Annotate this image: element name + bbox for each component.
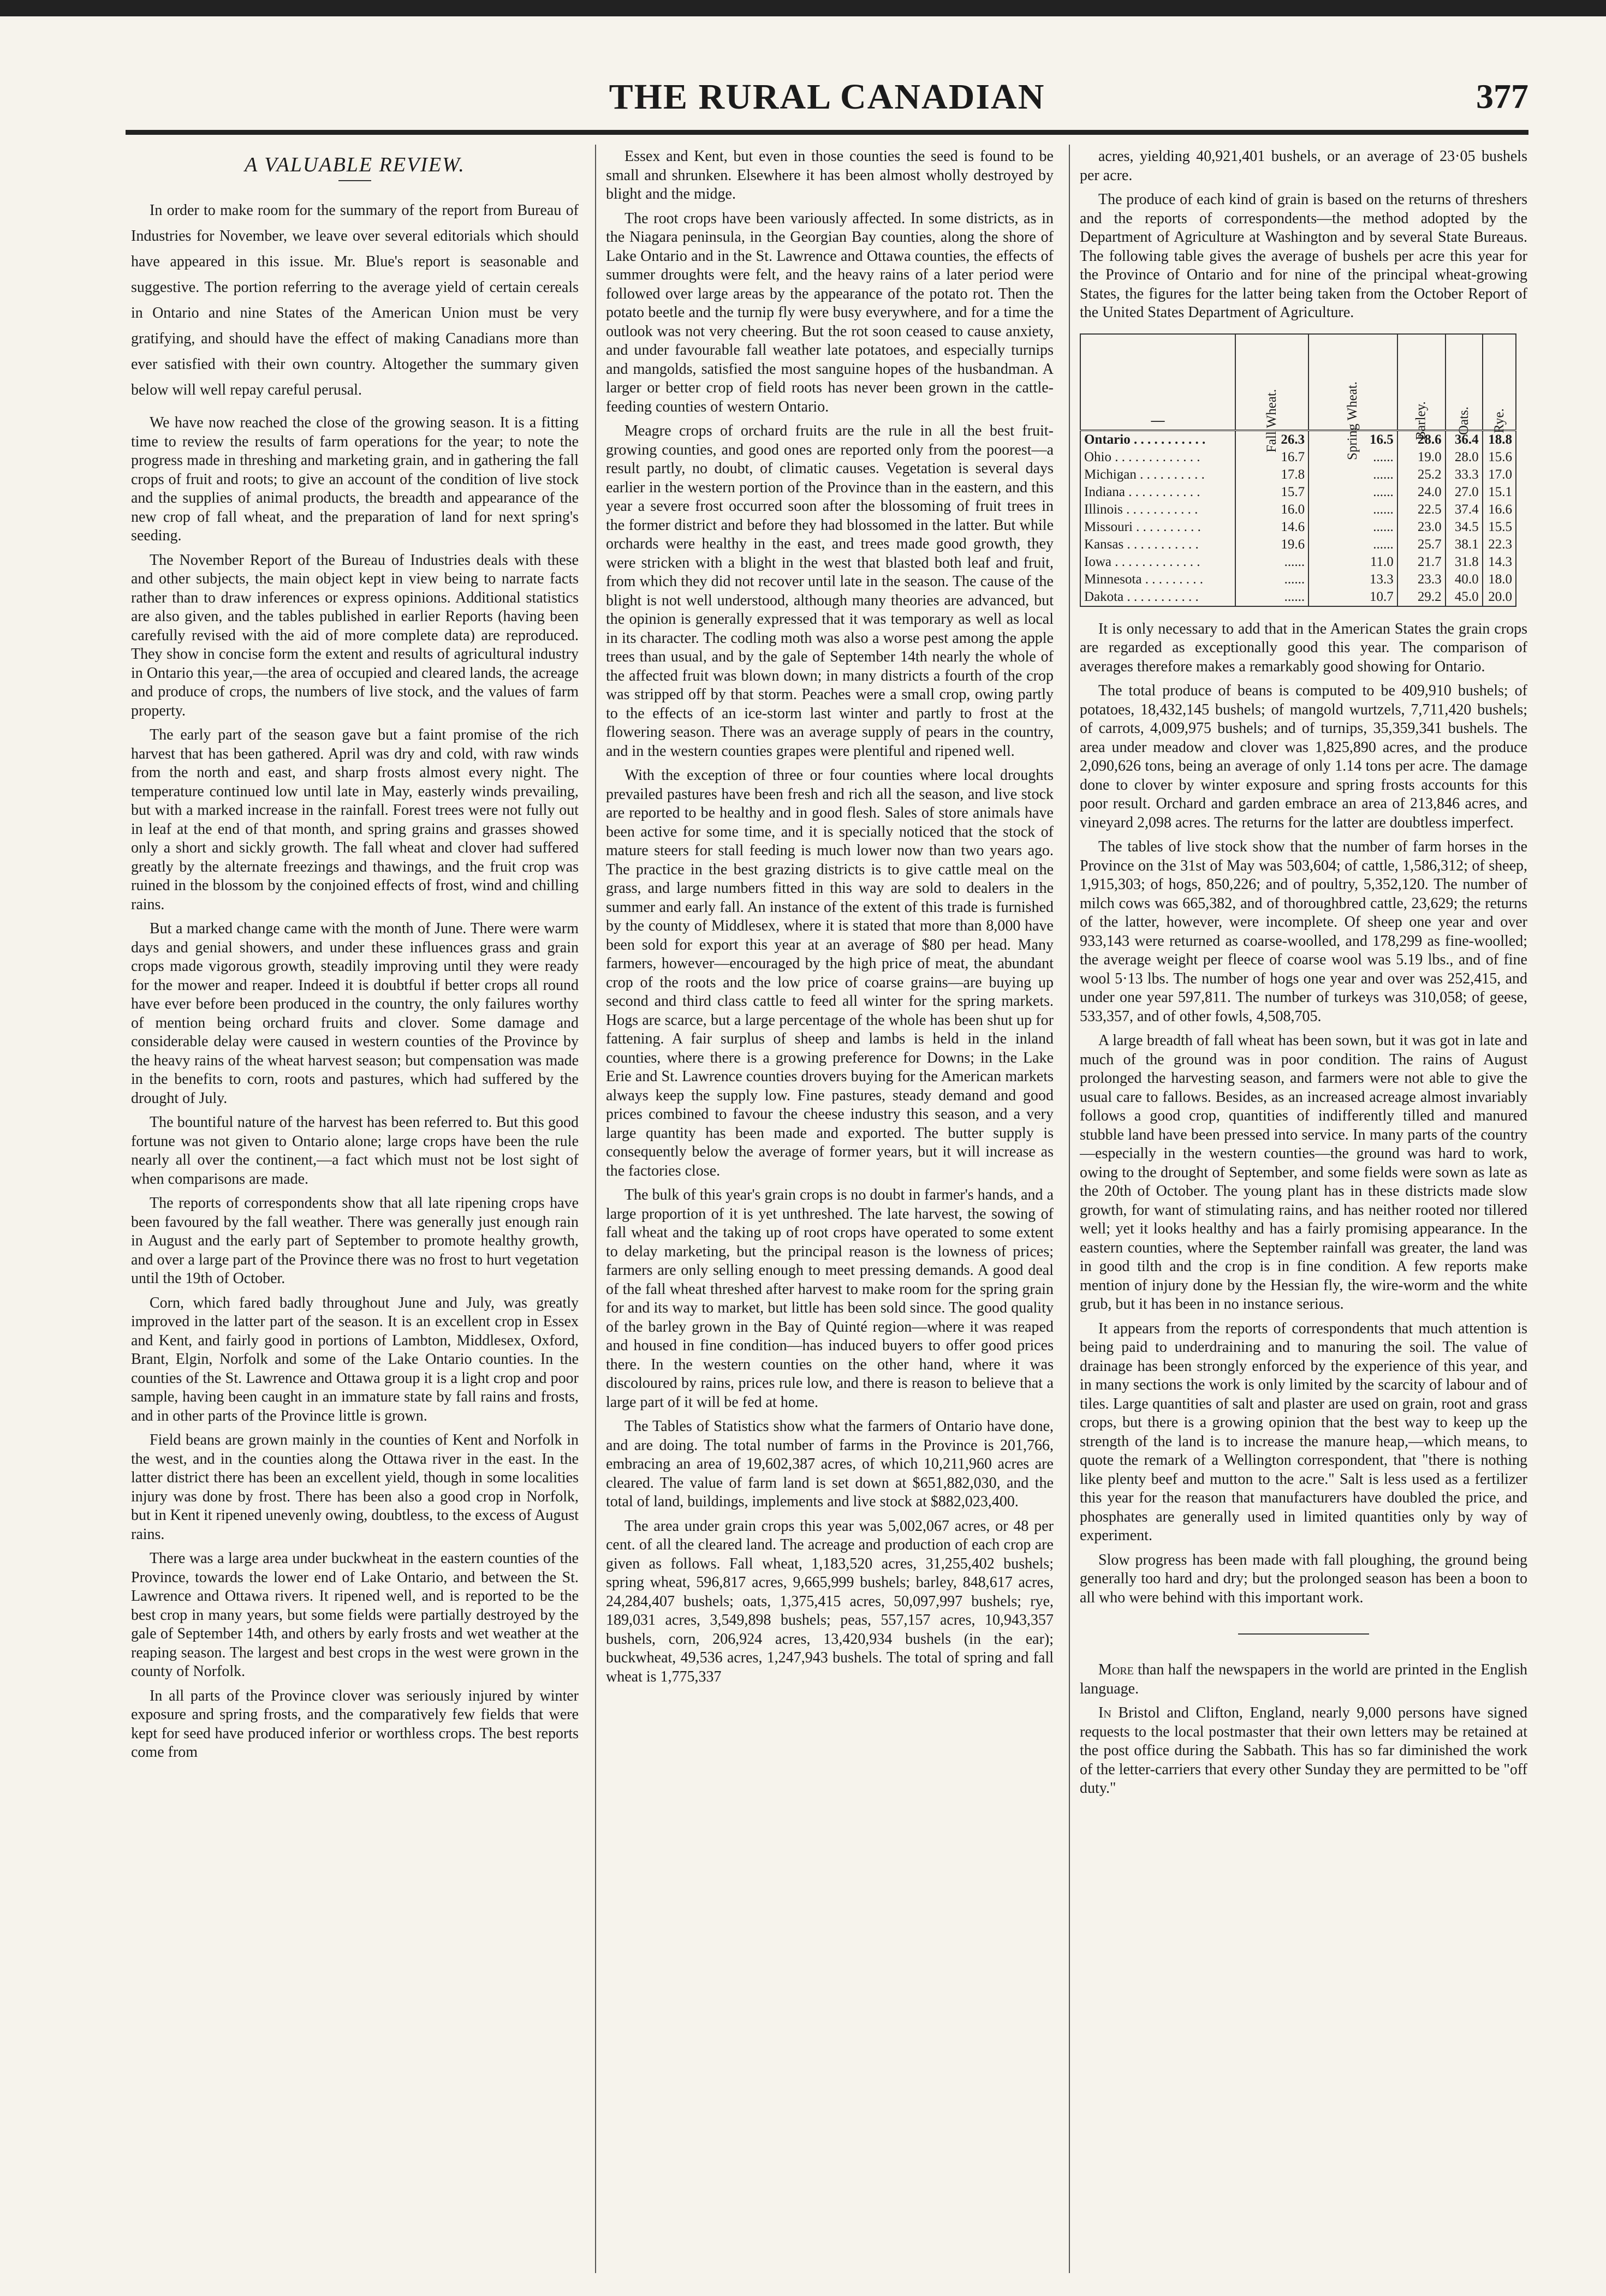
yield-value: 37.4	[1446, 501, 1483, 518]
yield-value: 23.3	[1397, 571, 1446, 588]
yield-value: 25.2	[1397, 466, 1446, 484]
paragraph: In all parts of the Province clover was seriously injured by winter exposure and spring frosts, and the comparatively few fields that were kept for seed have produced inferior or worthless crops. The best reports come from	[131, 1687, 579, 1761]
paragraph: Slow progress has been made with fall ploughing, the ground being generally too hard and dry; but the prolonged season has been a boon to all who were behind with this important work.	[1080, 1551, 1527, 1606]
yield-value: 18.0	[1483, 571, 1516, 588]
table-row	[1080, 501, 1516, 518]
yield-value: 15.6	[1483, 449, 1516, 466]
yield-value: 26.3	[1235, 430, 1308, 449]
paragraph: The root crops have been variously affected. In some districts, as in the Niagara peninsula, in the Georgian Bay counties, along the shore of Lake Ontario and in the St. Lawrence and Ottawa counties, the effects of summer droughts were felt, and the heavy rains of a later period were followed over large areas by the appearance of the potato rot. Then the potato beetle and the turnip fly were busy everywhere, and for a time the outlook was not very cheering. But the rot soon ceased to cause anxiety, and under favourable fall weather late potatoes, and especially turnips and mangolds, satisfied the most sanguine hopes of the husbandman. A larger or better crop of field roots has never been grown in the cattle-feeding counties of western Ontario.	[606, 210, 1054, 415]
yield-value: 16.7	[1235, 449, 1308, 466]
column-2-body	[606, 147, 1054, 1686]
paragraph: It is only necessary to add that in the American States the grain crops are regarded as exceptionally good this year. The comparison of averages therefore makes a remarkably good showing for Ontario.	[1080, 620, 1527, 675]
section-rule	[1238, 1633, 1369, 1635]
yield-value: 45.0	[1446, 588, 1483, 606]
paragraph: Meagre crops of orchard fruits are the rule in all the best fruit-growing counties, and good ones are reported only from the poorest—a result partly, no doubt, of climatic causes. Vegetation is several days earlier in the western portion of the Province than in the eastern, and this year a severe frost occurred soon after the blossoming of fruit trees in the former district and before they had blossomed in the latter. But while orchards were healthy in the east, and trees made good growth, they were stricken with a blight in the west that blasted both leaf and fruit, from which they did not recover until late in the season. The cause of the blight is not well understood, although many theories are advanced, but the opinion is generally expressed that it was temporary as well as local in its character. The codling moth was also a worse pest among the apple trees than usual, and by the gale of September 14th nearly the whole of the affected fruit was blown down; in many districts a fourth of the crop was stripped off by that storm. Peaches were a small crop, owing partly to the effects of an ice-storm last winter and partly to frost at the flowering season. There was an average supply of pears in the country, and in the western counties grapes were plentiful and ripened well.	[606, 422, 1054, 760]
paragraph: The produce of each kind of grain is based on the returns of threshers and the reports of correspondents—the method adopted by the Department of Agriculture at Washington and by several State Bureaus. The following table gives the average of bushels per acre this year for the Province of Ontario and for nine of the principal wheat-growing States, the figures for the latter being taken from the October Report of the United States Department of Agriculture.	[1080, 191, 1527, 321]
yield-value: 22.5	[1397, 501, 1446, 518]
yield-value: 27.0	[1446, 484, 1483, 501]
paragraph: The total produce of beans is computed to be 409,910 bushels; of potatoes, 18,432,145 bushels; of mangold wurtzels, 7,711,420 bushels; of carrots, 4,009,975 bushels; and of turnips, 35,359,341 bushels. The area under meadow and clover was 1,825,890 acres, and the produce 2,090,626 tons, being an average of only 1.14 tons per acre. The damage done to clover by winter exposure and spring frosts accounts for this poor result. Orchard and garden embrace an area of 213,846 acres, and vineyard 2,098 acres. The returns for the latter are doubtless imperfect.	[1080, 682, 1527, 831]
yield-value: ......	[1308, 536, 1397, 553]
paragraph: acres, yielding 40,921,401 bushels, or an average of 23·05 bushels per acre.	[1080, 148, 1527, 184]
table-header-blank: —	[1080, 334, 1235, 431]
yield-value: 17.8	[1235, 466, 1308, 484]
table-header: Barley.	[1397, 334, 1446, 431]
state-name: Ohio . . . . . . . . . . . . .	[1080, 449, 1235, 466]
page-number: 377	[1476, 77, 1528, 116]
paragraph: The area under grain crops this year was 5,002,067 acres, or 48 per cent. of all the cleared land. The acreage and production of each crop are given as follows. Fall wheat, 1,183,520 acres, 31,255,402 bushels; spring wheat, 596,817 acres, 9,665,999 bushels; barley, 848,617 acres, 24,284,407 bushels; oats, 1,375,415 acres, 50,097,997 bushels; rye, 189,031 acres, 3,549,898 bushels; peas, 557,157 acres, 10,943,357 bushels, corn, 206,924 acres, 13,420,934 bushels (in the ear); buckwheat, 49,536 acres, 1,247,943 bushels. The total of spring and fall wheat is 1,775,337	[606, 1517, 1054, 1685]
paragraph: There was a large area under buckwheat in the eastern counties of the Province, towards the lower end of Lake Ontario, and between the St. Lawrence and Ottawa rivers. It ripened well, and is reported to be the best crop in many years, but some fields were partially destroyed by the gale of September 14th, and others by early frosts and wet weather at the reaping season. The largest and best crops in the west were grown in the county of Norfolk.	[131, 1550, 579, 1680]
yield-value: 28.0	[1446, 449, 1483, 466]
column-3	[1080, 147, 1527, 2276]
column-1	[131, 147, 579, 2276]
note-lead-word: In	[1098, 1704, 1111, 1721]
news-note	[1080, 1661, 1527, 1698]
paragraph: Corn, which fared badly throughout June and July, was greatly improved in the latter part of the season. It is an excellent crop in Essex and Kent, and fairly good in portions of Lambton, Middlesex, Oxford, Brant, Elgin, Norfolk and some of the Lake Ontario counties. In the counties of the St. Lawrence and Ottawa group it is a light crop and poor sample, having been caught in an immature state by fall rains and frosts, and in other parts of the Province little is grown.	[131, 1294, 579, 1424]
yield-value: 23.0	[1397, 518, 1446, 536]
yield-value: 28.6	[1397, 430, 1446, 449]
article-lead: In order to make room for the summary of the report from Bureau of Industries for November, we leave over several editorials which should have appeared in this issue. Mr. Blue's report is seasonable and suggestive. The portion referring to the average yield of certain cereals in Ontario and nine States of the American Union must be very gratifying, and should have the effect of making Canadians more than ever satisfied with their own country. Altogether the summary given below will well repay careful perusal.	[131, 202, 579, 398]
column-2	[606, 147, 1054, 2276]
column-rule	[595, 145, 596, 2273]
table-row	[1080, 466, 1516, 484]
state-name: Michigan . . . . . . . . . .	[1080, 466, 1235, 484]
paragraph: The tables of live stock show that the number of farm horses in the Province on the 31st of May was 503,604; of cattle, 1,586,312; of sheep, 1,915,303; of hogs, 850,226; and of poultry, 5,352,120. The number of milch cows was 665,382, and of thoroughbred cattle, 23,629; the returns of the latter, however, were incomplete. Of sheep one year and over 933,143 were returned as coarse-woolled, and 178,299 as fine-woolled; the average weight per fleece of coarse wool was 5.19 lbs., and of fine wool 5·13 lbs. The number of hogs one year and over was 252,415, and under one year 597,811. The number of turkeys was 310,058; of geese, 533,357, and of other fowls, 4,508,705.	[1080, 838, 1527, 1025]
table-row	[1080, 484, 1516, 501]
yield-value: 14.3	[1483, 553, 1516, 571]
paragraph: Essex and Kent, but even in those counties the seed is found to be small and shrunken. Elsewhere it has been almost wholly destroyed by blight and the midge.	[606, 148, 1054, 202]
table-row	[1080, 536, 1516, 553]
note-lead-word: More	[1098, 1661, 1134, 1678]
header-rule	[126, 130, 1528, 135]
yield-value: 16.5	[1308, 430, 1397, 449]
yield-value: 15.5	[1483, 518, 1516, 536]
yield-value: 19.6	[1235, 536, 1308, 553]
yield-value: ......	[1308, 518, 1397, 536]
paragraph: The early part of the season gave but a faint promise of the rich harvest that has been gathered. April was dry and cold, with raw winds from the north and east, and sharp frosts almost every night. The temperature continued low until late in May, easterly winds prevailing, but with a marked increase in the rainfall. Forest trees were not fully out in leaf at the end of that month, and spring grains and grasses showed only a short and sickly growth. The fall wheat and clover had suffered greatly by the alternate freezings and thawings, and the fruit crop was ruined in the blossom by the conjoined effects of frost, wind and chilling rains.	[131, 726, 579, 913]
yield-value: ......	[1308, 466, 1397, 484]
paragraph: Field beans are grown mainly in the counties of Kent and Norfolk in the west, and in the counties along the Ottawa river in the east. In the latter district there has been an excellent yield, though in some localities injury was done by frost. There has been also a good crop in Norfolk, but in Kent it ripened unevenly owing, doubtless, to the excess of August rains.	[131, 1432, 579, 1543]
yield-value: 20.0	[1483, 588, 1516, 606]
state-name: Ontario . . . . . . . . . . .	[1080, 430, 1235, 449]
state-name: Iowa . . . . . . . . . . . . .	[1080, 553, 1235, 571]
paragraph: The bountiful nature of the harvest has been referred to. But this good fortune was not given to Ontario alone; large crops have been the rule nearly all over the continent,—a fact which must not be lost sight of when comparisons are made.	[131, 1114, 579, 1188]
yield-value: ......	[1308, 501, 1397, 518]
yield-value: 15.7	[1235, 484, 1308, 501]
column-1-body	[131, 414, 579, 1762]
paragraph: With the exception of three or four counties where local droughts prevailed pastures have been fresh and rich all the season, and live stock are reported to be healthy and in good flesh. Sales of store animals have been active for some time, and it is specially noticed that the stock of mature steers for stall feeding is much lower now than two years ago. The practice in the best grazing districts is to give cattle meal on the grass, and large numbers fitted in this way are sold to dealers in the summer and early fall. An instance of the extent of this trade is furnished by the county of Middlesex, where it is stated that more than 8,000 have been sold for export this year at an average of $80 per head. Many farmers, however—encouraged by the high price of meat, the abundant crop of the roots and the low price of coarse grains—are buying up second and third class cattle to feed all winter for the spring markets. Hogs are scarce, but a large percentage of the whole has been shut up for fattening. A fair surplus of sheep and lambs is held in the inland counties, where there is a growing preference for Downs; in the Lake Erie and St. Lawrence counties drovers buying for the American markets always keep the supply low. Fine pastures, steady demand and good prices combined to favour the cheese industry this season, and a very large quantity has been made and exported. The butter supply is consequently below the average of former years, but it will increase as the factories close.	[606, 767, 1054, 1179]
paragraph: The bulk of this year's grain crops is no doubt in farmer's hands, and a large proportion of it is yet unthreshed. The late harvest, the sowing of fall wheat and the taking up of root crops have operated to some extent to delay marketing, but the principal reason is the lowness of prices; farmers are only selling enough to meet pressing demands. A good deal of the fall wheat threshed after harvest to make room for the spring grain for and its way to market, but little has been sold since. The good quality of the barley grown in the Bay of Quinté region—where it was reaped and housed in fine condition—has induced buyers to offer good prices there. In the western counties on the other hand, where it was discoloured by rains, prices rule low, and there is reason to believe that a large part of it will be fed at home.	[606, 1186, 1054, 1411]
state-name: Minnesota . . . . . . . . .	[1080, 571, 1235, 588]
yield-value: ......	[1235, 588, 1308, 606]
yield-value: 29.2	[1397, 588, 1446, 606]
yield-value: 33.3	[1446, 466, 1483, 484]
table-row	[1080, 571, 1516, 588]
yield-value: ......	[1308, 484, 1397, 501]
table-row	[1080, 518, 1516, 536]
table-header: Spring Wheat.	[1308, 334, 1397, 431]
table-row	[1080, 588, 1516, 606]
yield-value: 10.7	[1308, 588, 1397, 606]
crop-yield-table	[1080, 333, 1516, 607]
yield-value: 36.4	[1446, 430, 1483, 449]
yield-value: 13.3	[1308, 571, 1397, 588]
yield-value: 22.3	[1483, 536, 1516, 553]
paragraph: A large breadth of fall wheat has been sown, but it was got in late and much of the ground was in poor condition. The rains of August prolonged the harvesting season, and farmers were not able to give the usual care to fallows. Besides, as an increased acreage almost invariably follows a good crop, quantities of indifferently tilled and manured stubble land have been pressed into service. In many parts of the country—especially in the western counties—the ground was hard to work, owing to the drought of September, and some fields were sown as late as the 20th of October. The young plant has in these districts made slow growth, for want of stimulating rains, and has neither rooted nor tillered well; yet it looks healthy and has a fairly promising appearance. In the eastern counties, where the September rainfall was greater, the land was in good tilth and the crop is in fine condition. A few reports make mention of injury done by the Hessian fly, the wire-worm and the white grub, but it has been in no instance serious.	[1080, 1032, 1527, 1313]
note-text: Bristol and Clifton, England, nearly 9,000 persons have signed requests to the local postmaster that their own letters may be retained at the post office during the Sabbath. This has so far diminished the work of the letter-carriers that every other Sunday they are permitted to be "off duty."	[1080, 1704, 1527, 1797]
table-header: Fall Wheat.	[1235, 334, 1308, 431]
state-name: Kansas . . . . . . . . . . .	[1080, 536, 1235, 553]
article-title: A VALUABLE REVIEW.	[245, 153, 465, 176]
yield-value: 38.1	[1446, 536, 1483, 553]
news-note	[1080, 1704, 1527, 1798]
state-name: Dakota . . . . . . . . . . .	[1080, 588, 1235, 606]
paragraph: The November Report of the Bureau of Industries deals with these and other subjects, the main object kept in view being to narrate facts rather than to draw inferences or express opinions. Additional statistics are also given, and the tables published in earlier Reports (having been carefully revised with the aid of more complete data) are reproduced. They show in concise form the extent and results of agricultural industry in Ontario this year,—the area of occupied and cleared lands, the acreage and produce of crops, the numbers of live stock, and the values of farm property.	[131, 551, 579, 719]
yield-value: 14.6	[1235, 518, 1308, 536]
state-name: Illinois . . . . . . . . . . .	[1080, 501, 1235, 518]
table-row	[1080, 553, 1516, 571]
title-rule	[338, 180, 371, 181]
paragraph: It appears from the reports of correspondents that much attention is being paid to underdraining and to manuring the soil. The value of drainage has been strongly enforced by the experience of this year, and in many sections the work is only limited by the scarcity of labour and of tiles. Large quantities of salt and plaster are used on grain, root and grass crops, but there is a growing opinion that the best way to keep up the strength of the land is to increase the manure heap,—which means, to quote the remark of a Wellington correspondent, that "there is nothing like plenty beef and mutton to the acre." Salt is less used as a fertilizer this year for the reason that manufacturers have doubled the price, and phosphates are generally used in limited quantities only by way of experiment.	[1080, 1320, 1527, 1544]
state-name: Indiana . . . . . . . . . . .	[1080, 484, 1235, 501]
paragraph: The Tables of Statistics show what the farmers of Ontario have done, and are doing. The total number of farms in the Province is 201,766, embracing an area of 19,602,387 acres, of which 10,211,960 acres are cleared. The value of farm land is set down at $651,882,030, and the total of land, buildings, implements and live stock at $882,023,400.	[606, 1418, 1054, 1510]
table-row	[1080, 430, 1516, 449]
paragraph: But a marked change came with the month of June. There were warm days and genial showers, and under these influences grass and grain crops made vigorous growth, steadily improving until they were ready for the mower and reaper. Indeed it is doubtful if better crops all round have ever before been produced in the country, the only failures worthy of mention being orchard fruits and clover. Some damage and considerable delay were caused in western counties of the Province by the heavy rains of the wheat harvest season; but compensation was made in the benefits to corn, roots and pastures, which had suffered by the drought of July.	[131, 920, 579, 1107]
column-3-body-top	[1080, 147, 1527, 323]
yield-value: 18.8	[1483, 430, 1516, 449]
table-header: Rye.	[1483, 334, 1516, 431]
paragraph: We have now reached the close of the growing season. It is a fitting time to review the results of farm operations for the year; to note the progress made in threshing and marketing grain, and in gathering the fall crops of fruit and roots; to give an account of the condition of live stock and the supplies of animal products, the breadth and appearance of the new crop of fall wheat, and the preparation of land for next spring's seeding.	[131, 414, 579, 544]
yield-value: 34.5	[1446, 518, 1483, 536]
yield-value: ......	[1308, 449, 1397, 466]
yield-value: 24.0	[1397, 484, 1446, 501]
yield-value: 17.0	[1483, 466, 1516, 484]
note-text: than half the newspapers in the world are printed in the English language.	[1080, 1661, 1527, 1697]
yield-value: ......	[1235, 571, 1308, 588]
yield-value: ......	[1235, 553, 1308, 571]
yield-value: 16.0	[1235, 501, 1308, 518]
state-name: Missouri . . . . . . . . . .	[1080, 518, 1235, 536]
column-3-body-bottom	[1080, 620, 1527, 1608]
paragraph: The reports of correspondents show that all late ripening crops have been favoured by the fall weather. There was generally just enough rain in August and the early part of September to promote healthy growth, and over a large part of the Province there was no frost to hurt vegetation until the 19th of October.	[131, 1195, 579, 1287]
yield-value: 40.0	[1446, 571, 1483, 588]
column-rule	[1069, 145, 1070, 2273]
notes	[1080, 1661, 1527, 1798]
yield-value: 25.7	[1397, 536, 1446, 553]
table-row	[1080, 449, 1516, 466]
yield-value: 31.8	[1446, 553, 1483, 571]
top-border	[0, 0, 1606, 16]
yield-value: 11.0	[1308, 553, 1397, 571]
table-header: Oats.	[1446, 334, 1483, 431]
newspaper-title: THE RURAL CANADIAN	[609, 77, 1045, 117]
yield-value: 16.6	[1483, 501, 1516, 518]
yield-value: 15.1	[1483, 484, 1516, 501]
yield-value: 19.0	[1397, 449, 1446, 466]
yield-value: 21.7	[1397, 553, 1446, 571]
